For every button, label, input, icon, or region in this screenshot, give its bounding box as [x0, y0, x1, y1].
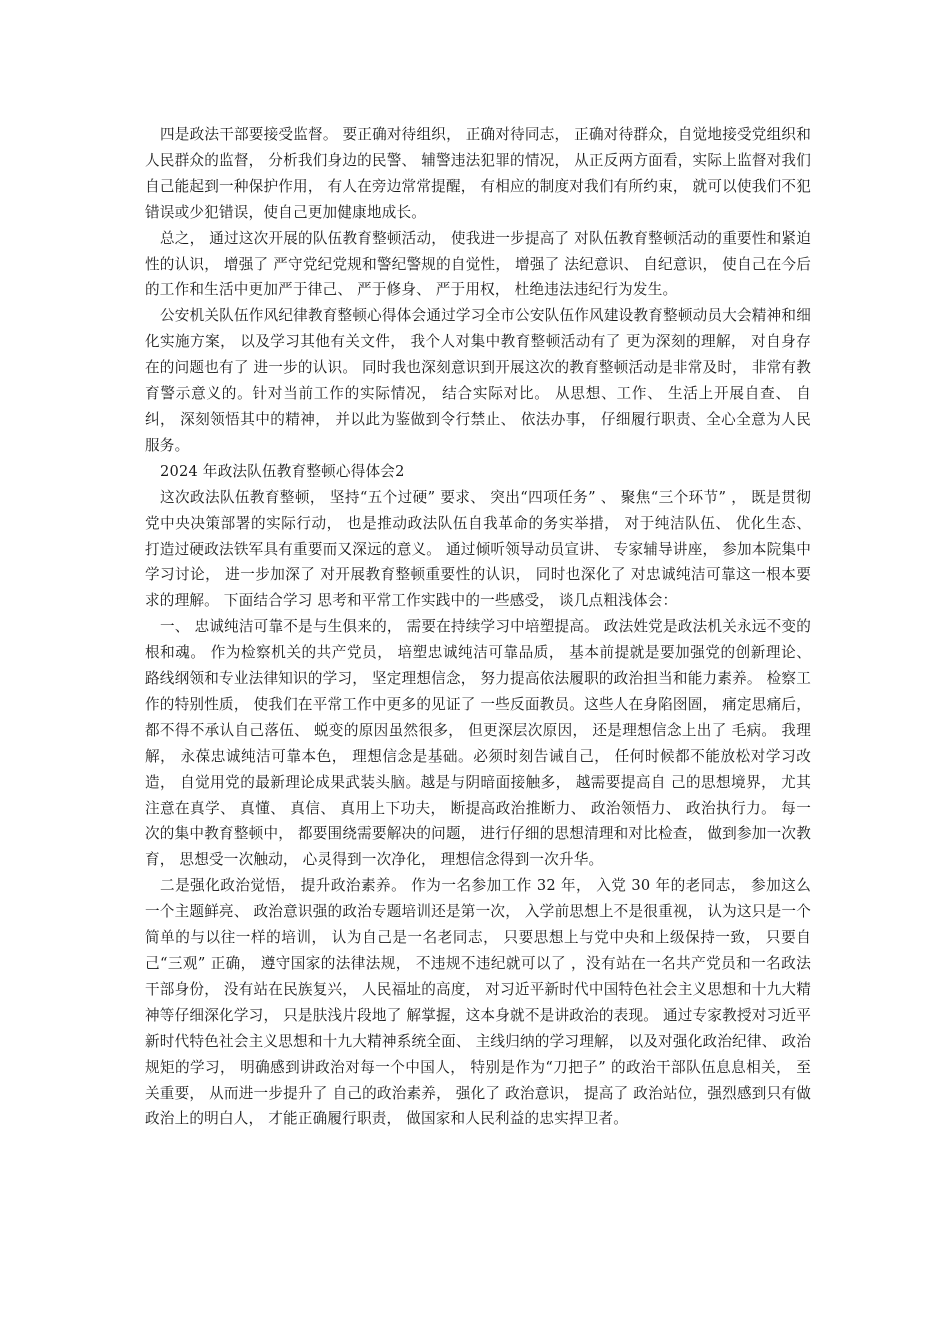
paragraph-point-two: 二是强化政治觉悟， 提升政治素养。 作为一名参加工作 32 年， 入党 30 年的老同志， 参加这么一个主题鲜亮、 政治意识强的政治专题培训还是第一次， 入学前思想上不是很重视， 认为这只是一个简单的与以往一样的培训， 认为自己是一名老同志， 只要思想上与党中央和上级保持一致， 只要自己“三观” 正确， 遵守国家的法律法规， 不违规不违纪就可以了 ，没有站在一名共产党员和一名政法干部身份， 没有站在民族复兴， 人民福址的高度， 对习近平新时代中国特色社会主义思想和十九大精神等仔细深化学习， 只是肤浅片段地了 解掌握，这本身就不是讲政治的表现。 通过专家教授对习近平新时代特色社会主义思想和十九大精神系统全面、 主线归纳的学习理解， 以及对强化政治纪律、 政治规矩的学习， 明确感到讲政治对每一个中国人， 特别是作为“刀把子” 的政治干部队伍息息相关， 至关重要， 从而进一步提升了 自己的政治素养， 强化了 政治意识， 提高了 政治站位，强烈感到只有做政治上的明白人， 才能正确履行职责， 做国家和人民利益的忠实捍卫者。	[145, 877, 811, 1128]
paragraph-intro: 这次政法队伍教育整顿， 坚持“五个过硬” 要求、 突出“四项任务” 、 聚焦“三个环节” ， 既是贯彻党中央决策部署的实际行动， 也是推动政法队伍自我革命的务实举措， 对于纯洁队伍、 优化生态、 打造过硬政法铁军具有重要而又深远的意义。 通过倾听领导动员宣讲、 专家辅导讲座， 参加本院集中学习讨论， 进一步加深了 对开展教育整顿重要性的认识， 同时也深化了 对忠诚纯洁可靠这一根本要求的理解。 下面结合学习 思考和平常工作实践中的一些感受， 谈几点粗浅体会：	[145, 488, 811, 610]
paragraph-supervision: 四是政法干部要接受监督。 要正确对待组织， 正确对待同志， 正确对待群众，自觉地接受党组织和人民群众的监督， 分析我们身边的民警、 辅警违法犯罪的情况， 从正反两方面看，实际上监督对我们自己能起到一种保护作用， 有人在旁边常常提醒， 有相应的制度对我们有所约束， 就可以使我们不犯错误或少犯错误，使自己更加健康地成长。	[145, 126, 811, 221]
document-body	[145, 122, 811, 1132]
section-heading: 2024 年政法队伍教育整顿心得体会2	[160, 462, 405, 480]
paragraph-summary: 总之， 通过这次开展的队伍教育整顿活动， 使我进一步提高了 对队伍教育整顿活动的重要性和紧迫性的认识， 增强了 严守党纪党规和警纪警规的自觉性， 增强了 法纪意识、 自纪意识， 使自己在今后的工作和生活中更加严于律己、 严于修身、 严于用权， 杜绝违法违纪行为发生。	[145, 229, 811, 299]
paragraph-point-one: 一、 忠诚纯洁可靠不是与生俱来的， 需要在持续学习中培塑提高。 政法姓党是政法机关永远不变的根和魂。 作为检察机关的共产党员， 培塑忠诚纯洁可靠品质， 基本前提就是要加强党的创新理论、 路线纲领和专业法律知识的学习， 坚定理想信念， 努力提高依法履职的政治担当和能力素养。 检察工作的特别性质， 使我们在平常工作中更多的见证了 一些反面教员。这些人在身陷囹圄， 痛定思痛后，都不得不承认自己落伍、 蜕变的原因虽然很多， 但更深层次原因， 还是理想信念上出了 毛病。 我理解， 永葆忠诚纯洁可靠本色， 理想信念是基础。必须时刻告诫自己， 任何时候都不能放松对学习改造， 自觉用党的最新理论成果武装头脑。越是与阴暗面接触多， 越需要提高自 己的思想境界， 尤其注意在真学、 真懂、 真信、 真用上下功夫， 断提高政治推断力、 政治领悟力、 政治执行力。 每一次的集中教育整顿中， 都要围绕需要解决的问题， 进行仔细的思想清理和对比检查， 做到参加一次教育， 思想受一次触动， 心灵得到一次净化， 理想信念得到一次升华。	[145, 618, 811, 869]
paragraph-police-discipline: 公安机关队伍作风纪律教育整顿心得体会通过学习全市公安队伍作风建设教育整顿动员大会精神和细化实施方案， 以及学习其他有关文件， 我个人对集中教育整顿活动有了 更为深刻的理解， 对自身存在的问题也有了 进一步的认识。 同时我也深刻意识到开展这次的教育整顿活动是非常及时， 非常有教育警示意义的。针对当前工作的实际情况， 结合实际对比。 从思想、工作、 生活上开展自查、 自纠， 深刻领悟其中的精神， 并以此为鉴做到令行禁止、 依法办事， 仔细履行职责、全心全意为人民服务。	[145, 307, 811, 454]
